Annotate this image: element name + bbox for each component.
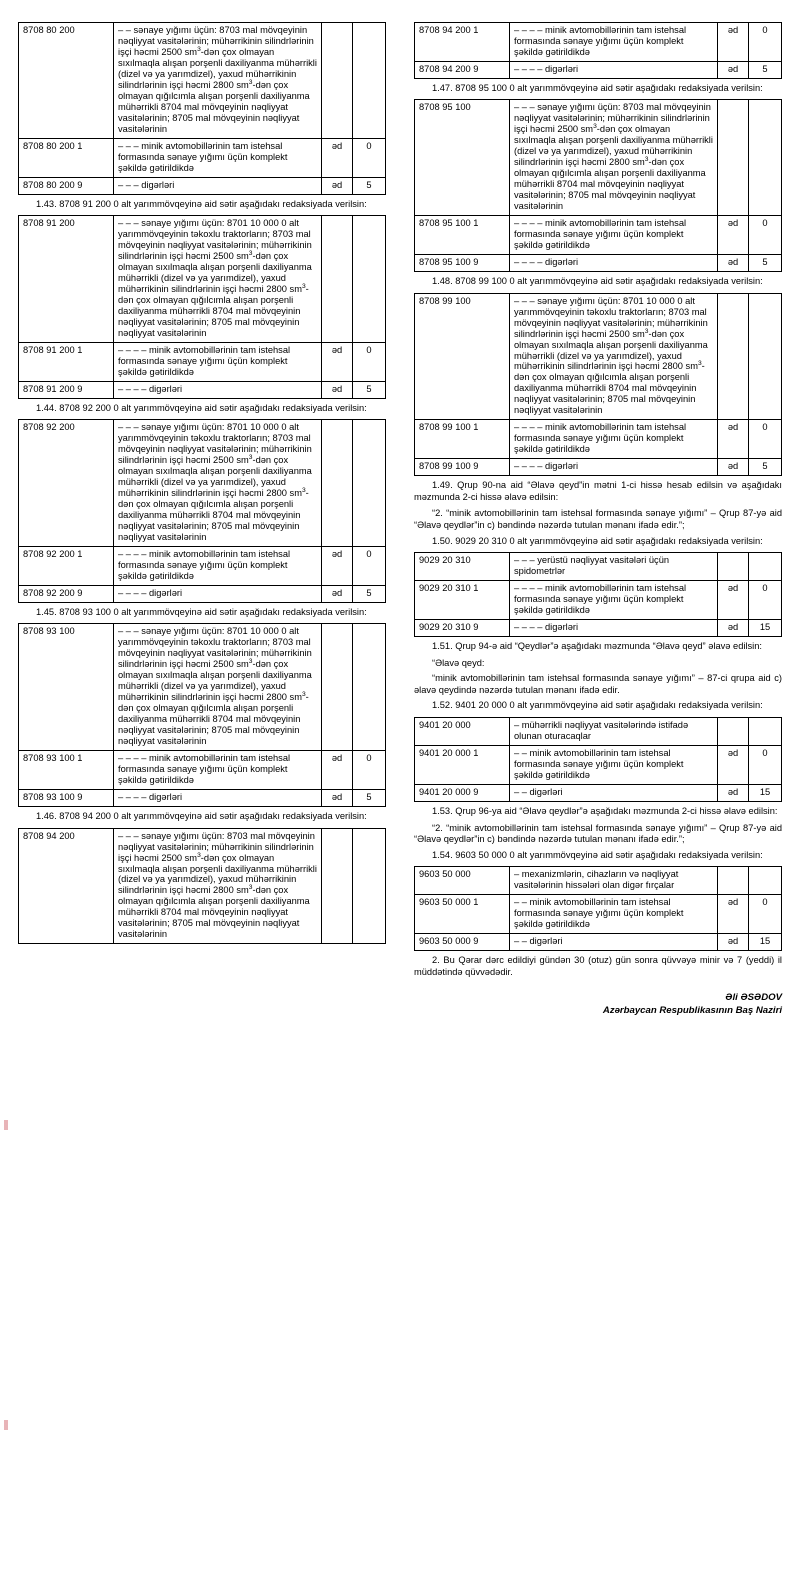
cell-unit: əd <box>718 459 749 476</box>
cell-code: 9401 20 000 1 <box>415 746 510 785</box>
cell-unit <box>718 100 749 216</box>
cell-code: 8708 94 200 1 <box>415 23 510 62</box>
cell-unit: əd <box>718 216 749 255</box>
cell-rate: 0 <box>749 420 782 459</box>
table-row <box>19 624 386 751</box>
cell-code: 8708 94 200 9 <box>415 61 510 78</box>
paragraph-1-48: 1.48. 8708 99 100 0 alt yarımmövqeyinə aid sətir aşağıdakı redaksiyada verilsin: <box>432 276 763 287</box>
cell-rate: 5 <box>749 61 782 78</box>
cell-description: – – – – minik avtomobillərinin tam istehsal formasında sənaye yığımı üçün komplekt şəkildə gətirildikdə <box>114 342 322 381</box>
cell-code: 8708 91 200 9 <box>19 381 114 398</box>
cell-rate: 0 <box>749 23 782 62</box>
table-row <box>415 895 782 934</box>
cell-unit: əd <box>718 255 749 272</box>
cell-description: – – – digərləri <box>114 177 322 194</box>
cell-code: 8708 91 200 <box>19 216 114 343</box>
cell-unit <box>322 828 353 944</box>
signature-name: Əli ƏSƏDOV <box>725 992 782 1004</box>
table-row <box>415 216 782 255</box>
table-row <box>415 746 782 785</box>
cell-rate <box>353 828 386 944</box>
cell-unit: əd <box>718 23 749 62</box>
cell-unit: əd <box>322 585 353 602</box>
tariff-table-8708-94 <box>18 828 386 945</box>
cell-description: – – – yerüstü nəqliyyat vasitələri üçün spidometrlər <box>510 553 718 581</box>
cell-unit <box>718 867 749 895</box>
cell-unit: əd <box>322 381 353 398</box>
cell-code: 8708 92 200 9 <box>19 585 114 602</box>
cell-description: – – – – minik avtomobillərinin tam istehsal formasında sənaye yığımı üçün komplekt şəkildə gətirildikdə <box>510 420 718 459</box>
cell-description: – – – – digərləri <box>114 585 322 602</box>
paragraph-1-46: 1.46. 8708 94 200 0 alt yarımmövqeyinə aid sətir aşağıdakı redaksiyada verilsin: <box>36 810 367 821</box>
cell-description: – – – – digərləri <box>510 459 718 476</box>
cell-code: 9029 20 310 <box>415 553 510 581</box>
table-row <box>19 828 386 944</box>
tariff-table-8708-80 <box>18 22 386 195</box>
table-row <box>415 293 782 420</box>
paragraph-1-49-quote: “2. “minik avtomobillərinin tam istehsal formasında sənaye yığımı” – Qrup 87-yə aid “Əlavə qeydlər”in c) bəndində nəzərdə tutulan mənanı ifadə edir.”; <box>414 508 782 531</box>
paragraph-1-43: 1.43. 8708 91 200 0 alt yarımmövqeyinə aid sətir aşağıdakı redaksiyada verilsin: <box>36 198 367 209</box>
cell-unit: əd <box>718 620 749 637</box>
cell-code: 9603 50 000 <box>415 867 510 895</box>
cell-code: 8708 80 200 9 <box>19 177 114 194</box>
table-row <box>19 420 386 547</box>
cell-unit <box>718 553 749 581</box>
cell-description: – – – – digərləri <box>510 255 718 272</box>
cell-code: 9029 20 310 1 <box>415 581 510 620</box>
cell-code: 9603 50 000 9 <box>415 934 510 951</box>
table-row <box>415 867 782 895</box>
paragraph-1-53: 1.53. Qrup 96-ya aid “Əlavə qeydlər”ə aşağıdakı məzmunda 2-ci hissə əlavə edilsin: <box>432 805 778 816</box>
table-row <box>415 23 782 62</box>
cell-rate <box>353 216 386 343</box>
table-row <box>415 61 782 78</box>
signature-block <box>414 992 782 1018</box>
cell-unit: əd <box>322 138 353 177</box>
page-margin-mark <box>4 1420 8 1430</box>
cell-description: – – digərləri <box>510 784 718 801</box>
cell-unit <box>322 23 353 139</box>
cell-description: – – – minik avtomobillərinin tam istehsal formasında sənaye yığımı üçün komplekt şəkildə gətirildikdə <box>114 138 322 177</box>
cell-unit <box>718 718 749 746</box>
paragraph-1-50: 1.50. 9029 20 310 0 alt yarımmövqeyinə aid sətir aşağıdakı redaksiyada verilsin: <box>432 535 763 546</box>
paragraph-1-52: 1.52. 9401 20 000 0 alt yarımmövqeyinə aid sətir aşağıdakı redaksiyada verilsin: <box>432 700 763 711</box>
cell-description: – – – – digərləri <box>114 381 322 398</box>
tariff-table-8708-95 <box>414 99 782 272</box>
table-row <box>415 784 782 801</box>
cell-code: 8708 99 100 1 <box>415 420 510 459</box>
cell-rate: 0 <box>749 895 782 934</box>
table-row <box>415 553 782 581</box>
table-row <box>19 381 386 398</box>
table-row <box>415 459 782 476</box>
cell-description: – – – sənaye yığımı üçün: 8701 10 000 0 alt yarımmövqeyinin təkoxlu traktorların; 8703 mal mövqeyinin nəqliyyat vasitələrinin; mühərrikinin silindrlərinin işçi həcmi 2500 $sm^3$-dən çox olmayan sıxılmaqla alışan porşenli daxiliyanma mühərrikli (dizel və ya yarımdizel), yaxud mühərrikinin silindrlərinin işçi həcmi 2800 $sm^3$-dən çox olmayan qığılcımla alışan porşenli daxiliyanma mühərrikli 8704 mal mövqeyinin nəqliyyat vasitələrinin; 8705 mal mövqeyinin nəqliyyat vasitələrinin <box>114 216 322 343</box>
cell-code: 8708 95 100 <box>415 100 510 216</box>
paragraph-1-51-quote-2: “minik avtomobillərinin tam istehsal formasında sənaye yığımı” – 87-ci qrupa aid c) əlavə qeydində nəzərdə tutulan mənanı ifadə edir. <box>414 673 782 695</box>
cell-unit: əd <box>718 581 749 620</box>
cell-unit: əd <box>718 895 749 934</box>
tariff-table-9029 <box>414 552 782 637</box>
cell-code: 9401 20 000 <box>415 718 510 746</box>
cell-description: – – – sənaye yığımı üçün: 8701 10 000 0 alt yarımmövqeyinin təkoxlu traktorların; 8703 mal mövqeyinin nəqliyyat vasitələrinin; mühərrikinin silindrlərinin işçi həcmi 2500 $sm^3$-dən çox olmayan sıxılmaqla alışan porşenli daxiliyanma mühərrikli (dizel və ya yarımdizel), yaxud mühərrikinin silindrlərinin işçi həcmi 2800 $sm^3$-dən çox olmayan qığılcımla alışan porşenli daxiliyanma mühərrikli 8704 mal mövqeyinin nəqliyyat vasitələrinin; 8705 mal mövqeyinin nəqliyyat vasitələrinin <box>114 624 322 751</box>
cell-code: 8708 92 200 <box>19 420 114 547</box>
cell-rate: 5 <box>353 177 386 194</box>
cell-rate <box>353 624 386 751</box>
cell-description: – – – – minik avtomobillərinin tam istehsal formasında sənaye yığımı üçün komplekt şəkildə gətirildikdə <box>114 546 322 585</box>
cell-description: – – – – minik avtomobillərinin tam istehsal formasında sənaye yığımı üçün komplekt şəkildə gətirildikdə <box>510 581 718 620</box>
cell-code: 8708 80 200 <box>19 23 114 139</box>
cell-unit: əd <box>322 790 353 807</box>
cell-rate <box>353 23 386 139</box>
cell-rate: 5 <box>749 255 782 272</box>
page-margin-mark <box>4 1120 8 1130</box>
cell-unit: əd <box>718 934 749 951</box>
cell-description: – – sənaye yığımı üçün: 8703 mal mövqeyinin nəqliyyat vasitələrinin; mühərrikinin silindrlərinin işçi həcmi 2500 $sm^3$-dən çox olmayan sıxılmaqla alışan porşenli daxiliyanma mühərrikli (dizel və ya yarımdizel), yaxud mühərrikinin silindrlərinin işçi həcmi 2800 $sm^3$-dən çox olmayan qığılcımla alışan porşenli daxiliyanma mühərrikli 8704 mal mövqeyinin nəqliyyat vasitələrinin; 8705 mal mövqeyinin nəqliyyat vasitələrinin <box>114 23 322 139</box>
cell-description: – mexanizmlərin, cihazların və nəqliyyat vasitələrinin hissələri olan digər fırçalar <box>510 867 718 895</box>
table-row <box>415 420 782 459</box>
table-row <box>415 934 782 951</box>
cell-description: – – – sənaye yığımı üçün: 8701 10 000 0 alt yarımmövqeyinin təkoxlu traktorların; 8703 mal mövqeyinin nəqliyyat vasitələrinin; mühərrikinin silindrlərinin işçi həcmi 2500 $sm^3$-dən çox olmayan sıxılmaqla alışan porşenli daxiliyanma mühərrikli (dizel və ya yarımdizel), yaxud mühərrikinin silindrlərinin işçi həcmi 2800 $sm^3$-dən çox olmayan qığılcımla alışan porşenli daxiliyanma mühərrikli 8704 mal mövqeyinin nəqliyyat vasitələrinin; 8705 mal mövqeyinin nəqliyyat vasitələrinin <box>114 420 322 547</box>
cell-rate: 15 <box>749 784 782 801</box>
cell-description: – – minik avtomobillərinin tam istehsal formasında sənaye yığımı üçün komplekt şəkildə gətirildikdə <box>510 746 718 785</box>
cell-rate: 0 <box>749 581 782 620</box>
tariff-table-8708-93 <box>18 623 386 807</box>
tariff-table-9603 <box>414 866 782 951</box>
cell-rate <box>749 553 782 581</box>
cell-rate: 5 <box>353 381 386 398</box>
cell-code: 9029 20 310 9 <box>415 620 510 637</box>
table-row <box>19 790 386 807</box>
cell-description: – mühərrikli nəqliyyat vasitələrində istifadə olunan oturacaqlar <box>510 718 718 746</box>
cell-unit: əd <box>718 746 749 785</box>
cell-rate <box>353 420 386 547</box>
cell-code: 8708 93 100 <box>19 624 114 751</box>
tariff-table-8708-91 <box>18 215 386 399</box>
cell-description: – – – sənaye yığımı üçün: 8703 mal mövqeyinin nəqliyyat vasitələrinin; mühərrikinin silindrlərinin işçi həcmi 2500 $sm^3$-dən çox olmayan sıxılmaqla alışan porşenli daxiliyanma mühərrikli (dizel və ya yarımdizel), yaxud mühərrikinin silindrlərinin işçi həcmi 2800 $sm^3$-dən çox olmayan qığılcımla alışan porşenli daxiliyanma mühərrikli 8704 mal mövqeyinin nəqliyyat vasitələrinin; 8705 mal mövqeyinin nəqliyyat vasitələrinin <box>510 100 718 216</box>
cell-description: – – – – minik avtomobillərinin tam istehsal formasında sənaye yığımı üçün komplekt şəkildə gətirildikdə <box>114 751 322 790</box>
cell-description: – – digərləri <box>510 934 718 951</box>
cell-description: – – – sənaye yığımı üçün: 8703 mal mövqeyinin nəqliyyat vasitələrinin; mühərrikinin silindrlərinin işçi həcmi 2500 $sm^3$-dən çox olmayan sıxılmaqla alışan porşenli daxiliyanma mühərrikli (dizel və ya yarımdizel), yaxud mühərrikinin silindrlərinin işçi həcmi 2800 $sm^3$-dən çox olmayan qığılcımla alışan porşenli daxiliyanma mühərrikli 8704 mal mövqeyinin nəqliyyat vasitələrinin; 8705 mal mövqeyinin nəqliyyat vasitələrinin <box>114 828 322 944</box>
cell-code: 9603 50 000 1 <box>415 895 510 934</box>
cell-description: – – – – minik avtomobillərinin tam istehsal formasında sənaye yığımı üçün komplekt şəkildə gətirildikdə <box>510 216 718 255</box>
cell-rate: 5 <box>749 459 782 476</box>
cell-code: 8708 91 200 1 <box>19 342 114 381</box>
cell-rate <box>749 293 782 420</box>
cell-rate: 15 <box>749 620 782 637</box>
table-row <box>415 620 782 637</box>
tariff-table-8708-94-continued <box>414 22 782 79</box>
cell-rate <box>749 867 782 895</box>
cell-unit: əd <box>322 342 353 381</box>
cell-rate: 0 <box>749 746 782 785</box>
cell-description: – – – – digərləri <box>510 61 718 78</box>
cell-unit: əd <box>322 751 353 790</box>
cell-unit: əd <box>718 61 749 78</box>
cell-rate: 0 <box>353 751 386 790</box>
tariff-table-8708-92 <box>18 419 386 603</box>
cell-unit: əd <box>718 784 749 801</box>
paragraph-1-45: 1.45. 8708 93 100 0 alt yarımmövqeyinə aid sətir aşağıdakı redaksiyada verilsin: <box>36 606 367 617</box>
cell-description: – – – – minik avtomobillərinin tam istehsal formasında sənaye yığımı üçün komplekt şəkildə gətirildikdə <box>510 23 718 62</box>
cell-rate: 15 <box>749 934 782 951</box>
cell-rate: 0 <box>353 138 386 177</box>
tariff-table-8708-99 <box>414 293 782 477</box>
table-row <box>19 177 386 194</box>
cell-code: 8708 92 200 1 <box>19 546 114 585</box>
cell-description: – – – – digərləri <box>510 620 718 637</box>
cell-unit: əd <box>322 177 353 194</box>
cell-code: 8708 95 100 9 <box>415 255 510 272</box>
cell-description: – – minik avtomobillərinin tam istehsal formasında sənaye yığımı üçün komplekt şəkildə gətirildikdə <box>510 895 718 934</box>
cell-unit <box>322 624 353 751</box>
paragraph-1-44: 1.44. 8708 92 200 0 alt yarımmövqeyinə aid sətir aşağıdakı redaksiyada verilsin: <box>36 402 367 413</box>
cell-rate: 0 <box>353 546 386 585</box>
table-row <box>415 718 782 746</box>
cell-code: 8708 80 200 1 <box>19 138 114 177</box>
cell-description: – – – sənaye yığımı üçün: 8701 10 000 0 alt yarımmövqeyinin təkoxlu traktorların; 8703 mal mövqeyinin nəqliyyat vasitələrinin; mühərrikinin silindrlərinin işçi həcmi 2500 $sm^3$-dən çox olmayan sıxılmaqla alışan porşenli daxiliyanma mühərrikli (dizel və ya yarımdizel), yaxud mühərrikinin silindrlərinin işçi həcmi 2800 $sm^3$-dən çox olmayan qığılcımla alışan porşenli daxiliyanma mühərrikli 8704 mal mövqeyinin nəqliyyat vasitələrinin; 8705 mal mövqeyinin nəqliyyat vasitələrinin <box>510 293 718 420</box>
table-row <box>415 100 782 216</box>
cell-rate: 0 <box>353 342 386 381</box>
right-column <box>400 22 782 1574</box>
paragraph-1-51-quote-1: “Əlavə qeyd: <box>432 657 485 668</box>
paragraph-1-49: 1.49. Qrup 90-na aid “Əlavə qeyd”in mətni 1-ci hissə hesab edilsin və aşağıdakı məzmunda 2-ci hissə əlavə edilsin: <box>414 480 782 502</box>
paragraph-2: 2. Bu Qərar dərc edildiyi gündən 30 (otuz) gün sonra qüvvəyə minir və 7 (yeddi) il müddətində qüvvədədir. <box>414 955 782 977</box>
cell-unit <box>718 293 749 420</box>
paragraph-1-53-quote: “2. “minik avtomobillərinin tam istehsal formasında sənaye yığımı” – Qrup 87-yə aid “Əlavə qeydlər”in c) bəndində nəzərdə tutulan mənanı ifadə edir.”; <box>414 822 782 845</box>
paragraph-1-51: 1.51. Qrup 94-ə aid “Qeydlər”ə aşağıdakı məzmunda “Əlavə qeyd” əlavə edilsin: <box>432 641 762 652</box>
table-row <box>19 23 386 139</box>
cell-code: 8708 93 100 1 <box>19 751 114 790</box>
cell-rate: 0 <box>749 216 782 255</box>
cell-unit: əd <box>718 420 749 459</box>
cell-description: – – – – digərləri <box>114 790 322 807</box>
paragraph-1-47: 1.47. 8708 95 100 0 alt yarımmövqeyinə aid sətir aşağıdakı redaksiyada verilsin: <box>432 82 763 93</box>
cell-rate: 5 <box>353 585 386 602</box>
table-row <box>415 255 782 272</box>
table-row <box>19 585 386 602</box>
left-column <box>18 22 400 1574</box>
table-row <box>415 581 782 620</box>
cell-code: 8708 99 100 <box>415 293 510 420</box>
cell-code: 8708 95 100 1 <box>415 216 510 255</box>
cell-unit <box>322 216 353 343</box>
table-row <box>19 546 386 585</box>
cell-rate <box>749 100 782 216</box>
cell-rate <box>749 718 782 746</box>
cell-unit <box>322 420 353 547</box>
cell-code: 8708 93 100 9 <box>19 790 114 807</box>
paragraph-1-54: 1.54. 9603 50 000 0 alt yarımmövqeyinə aid sətir aşağıdakı redaksiyada verilsin: <box>432 849 763 860</box>
table-row <box>19 216 386 343</box>
cell-code: 8708 94 200 <box>19 828 114 944</box>
tariff-table-9401 <box>414 717 782 802</box>
cell-code: 9401 20 000 9 <box>415 784 510 801</box>
cell-rate: 5 <box>353 790 386 807</box>
table-row <box>19 138 386 177</box>
table-row <box>19 342 386 381</box>
signature-title: Azərbaycan Respublikasının Baş Naziri <box>602 1005 782 1017</box>
cell-unit: əd <box>322 546 353 585</box>
table-row <box>19 751 386 790</box>
cell-code: 8708 99 100 9 <box>415 459 510 476</box>
